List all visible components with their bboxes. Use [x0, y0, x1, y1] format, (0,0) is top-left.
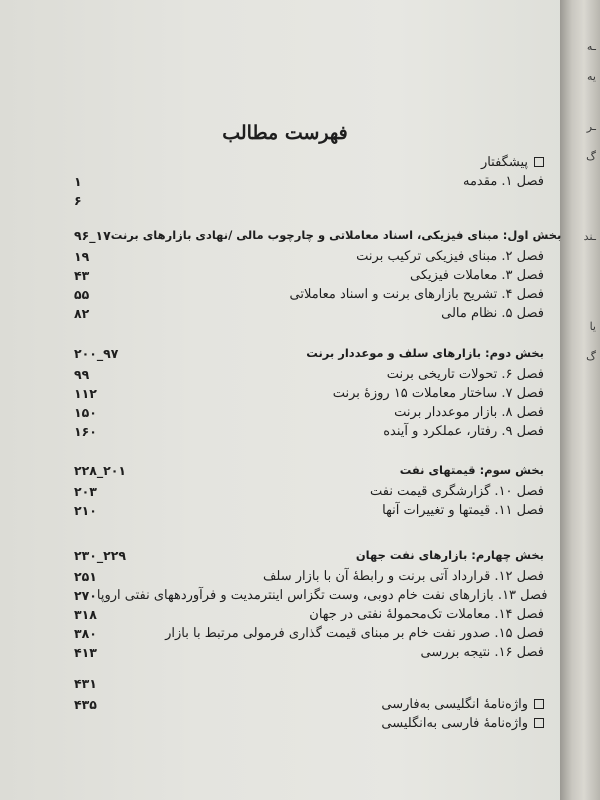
toc-entry-text: فصل ۵. نظام مالی	[441, 305, 544, 321]
toc-part-title	[400, 463, 544, 477]
toc-entry-title	[381, 697, 544, 712]
toc-entry-title	[481, 155, 544, 170]
toc-entry-title	[394, 405, 544, 420]
toc-entry-text: بخش اول: مبنای فیزیکی، اسناد معاملاتی و چارچوب مالی /نهادی بازارهای برنت	[110, 228, 562, 242]
toc-entry-title	[381, 716, 544, 731]
toc-entry	[74, 481, 544, 501]
toc-entry	[74, 673, 544, 693]
toc-page-number: ۴۱۳	[74, 644, 97, 660]
toc-page-number: ۲۵۱	[74, 568, 97, 584]
toc-part-row	[74, 460, 544, 480]
toc-page-number: ۱	[74, 173, 82, 189]
toc-part-title	[306, 346, 544, 360]
toc-entry-title	[263, 569, 544, 584]
toc-entry	[74, 246, 544, 266]
toc-entry	[74, 604, 544, 624]
toc-entry-text: فصل ۸. بازار موعددار برنت	[394, 404, 544, 420]
toc-entry-title	[309, 607, 544, 622]
toc-entry-text: فصل ۶. تحولات تاریخی برنت	[386, 366, 544, 382]
toc-entry	[74, 402, 544, 422]
toc-entry-text: فصل ۱۶. نتیجه بررسی	[420, 644, 544, 660]
toc-page-number: ۵۵	[74, 286, 90, 302]
toc-entry	[74, 171, 544, 191]
toc-page-number: ۴۳۵	[74, 696, 97, 712]
toc-page-number: ۸۲	[74, 305, 90, 321]
toc-entry-text: بخش دوم: بازارهای سلف و موعددار برنت	[306, 346, 544, 360]
toc-entry-title	[289, 287, 544, 302]
toc-entry-text: فصل ۹. رفتار، عملکرد و آینده	[383, 423, 544, 439]
toc-entry-text: پیشگفتار	[480, 154, 528, 170]
checkbox-square-icon	[534, 718, 544, 728]
toc-page-number: ۲۰۳	[74, 483, 97, 499]
toc-entry-title	[382, 503, 544, 518]
toc-page-number: ۲۰۰_۹۷	[74, 345, 119, 361]
toc-page-number: ۱۶۰	[74, 423, 97, 439]
toc-page-number: ۲۲۸_۲۰۱	[74, 462, 127, 478]
toc-part-row	[74, 343, 544, 363]
toc-entry	[74, 585, 548, 605]
toc-entry	[74, 694, 544, 714]
toc-entry	[74, 642, 544, 662]
toc-page-number: ۴۳۱	[74, 675, 97, 691]
toc-entry-title	[421, 645, 544, 660]
toc-entry-title	[333, 386, 544, 401]
toc-entry-text: فصل ۱۴. معاملات تک‌محمولهٔ نفتی در جهان	[309, 606, 544, 622]
toc-entry	[74, 152, 544, 172]
toc-entry-title	[356, 249, 544, 264]
toc-entry-text: واژه‌نامهٔ انگلیسی به‌فارسی	[381, 696, 528, 712]
toc-page-number: ۹۶_۱۷	[74, 227, 111, 243]
toc-page-number: ۲۷۰	[74, 587, 97, 603]
toc-entry-text: فصل ۱۰. گزارشگری قیمت نفت	[369, 483, 544, 499]
toc-part-row	[74, 225, 562, 245]
toc-entry	[74, 190, 544, 210]
toc-entry	[74, 303, 544, 323]
toc-entry-title	[383, 424, 544, 439]
toc-entry	[74, 713, 544, 733]
toc-entry-text: بخش سوم: قیمتهای نفت	[399, 463, 544, 477]
toc-page-number: ۳۸۰	[74, 625, 97, 641]
page-title: فهرست مطالب	[222, 122, 348, 144]
toc-entry	[74, 623, 544, 643]
toc-entry-text: فصل ۳. معاملات فیزیکی	[410, 267, 544, 283]
toc-entry	[74, 364, 544, 384]
toc-page-number: ۱۵۰	[74, 404, 97, 420]
toc-page-number: ۳۱۸	[74, 606, 97, 622]
toc-entry-text: فصل ۷. ساختار معاملات ۱۵ روزهٔ برنت	[332, 385, 544, 401]
toc-page-number: ۹۹	[74, 366, 90, 382]
toc-entry	[74, 383, 544, 403]
toc-page-number: ۱۱۲	[74, 385, 97, 401]
toc-page-number: ۱۹	[74, 248, 90, 264]
toc-entry	[74, 500, 544, 520]
toc-part-title	[111, 228, 562, 242]
toc-entry-title	[370, 484, 544, 499]
toc-entry-title	[165, 626, 544, 641]
toc-entry-text: فصل ۱۲. قرارداد آتی برنت و رابطهٔ آن با بازار سلف	[262, 568, 544, 584]
toc-entry-text: فصل ۱. مقدمه	[462, 173, 544, 189]
toc-entry	[74, 284, 544, 304]
toc-entry-text: فصل ۱۱. قیمتها و تغییرات آنها	[382, 502, 544, 518]
toc-entry-title	[463, 174, 544, 189]
toc-entry-text: فصل ۱۵. صدور نفت خام بر مبنای قیمت گذاری فرمولی مرتبط با بازار	[165, 625, 544, 641]
toc-entry-text: بخش چهارم: بازارهای نفت جهان	[355, 548, 544, 562]
checkbox-square-icon	[534, 699, 544, 709]
toc-entry	[74, 265, 544, 285]
toc-entry-text: واژه‌نامهٔ فارسی به‌انگلیسی	[381, 715, 528, 731]
toc-entry-text: فصل ۲. مبنای فیزیکی ترکیب برنت	[356, 248, 544, 264]
toc-entry-text: فصل ۴. تشریح بازارهای برنت و اسناد معاملاتی	[289, 286, 544, 302]
toc-page-number: ۲۳۰_۲۲۹	[74, 547, 127, 563]
toc-entry	[74, 421, 544, 441]
toc-page-number: ۶	[74, 192, 82, 208]
toc-entry-title	[387, 367, 544, 382]
toc-entry-title	[97, 588, 548, 603]
toc-part-row	[74, 545, 544, 565]
toc-entry-text: فصل ۱۳. بازارهای نفت خام دوبی، وست تگزاس اینترمدیت و فرآوردههای نفتی اروپا	[96, 587, 548, 603]
toc-entry-title	[441, 306, 544, 321]
toc-page-number: ۲۱۰	[74, 502, 97, 518]
toc-part-title	[356, 548, 544, 562]
toc-page-number: ۴۳	[74, 267, 90, 283]
opposite-page-edge: ـه یه ـر گ ـند یا گ	[560, 0, 600, 800]
toc-entry	[74, 566, 544, 586]
toc-entry-title	[410, 268, 544, 283]
checkbox-square-icon	[534, 157, 544, 167]
